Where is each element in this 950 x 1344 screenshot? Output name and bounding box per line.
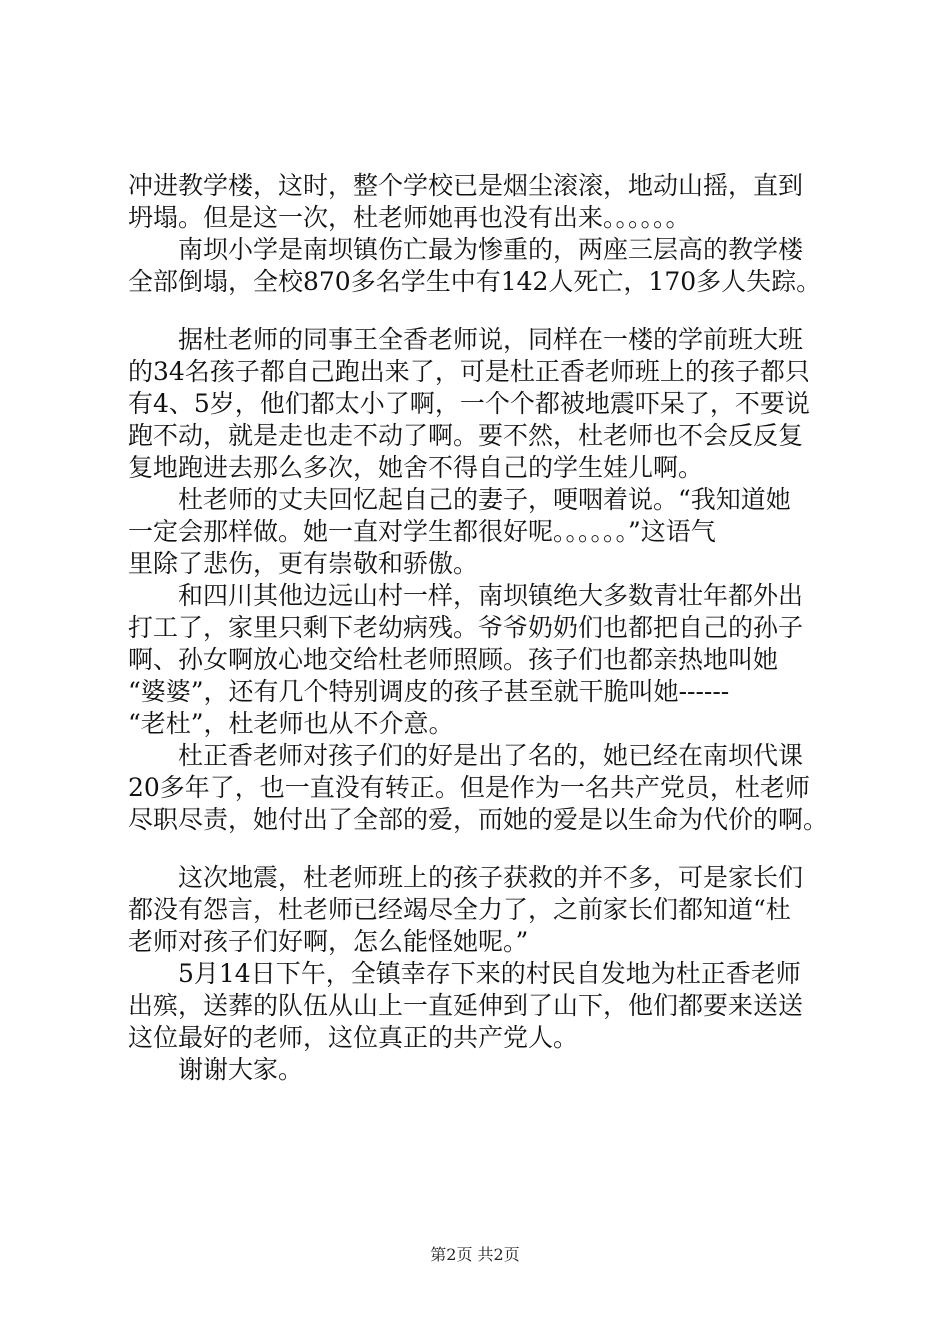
paragraph-line: 里除了悲伤，更有崇敬和骄傲。: [128, 549, 479, 578]
paragraph-line: 5月14日下午，全镇幸存下来的村民自发地为杜正香老师: [178, 959, 801, 988]
paragraph-line: “婆婆”，还有几个特别调皮的孩子甚至就干脆叫她------: [128, 677, 730, 706]
paragraph-line: 出殡，送葬的队伍从山上一直延伸到了山下，他们都要来送送: [128, 991, 804, 1020]
paragraph-line: 杜正香老师对孩子们的好是出了名的，她已经在南坝代课: [178, 741, 804, 770]
paragraph-line: 跑不动，就是走也走不动了啊。要不然，杜老师也不会反反复: [128, 421, 804, 450]
paragraph-line: 有4、5岁，他们都太小了啊，一个个都被地震吓呆了，不要说: [128, 389, 810, 418]
paragraph-line: 啊、孙女啊放心地交给杜老师照顾。孩子们也都亲热地叫她: [128, 645, 779, 674]
paragraph-line: 这位最好的老师，这位真正的共产党人。: [128, 1023, 579, 1052]
paragraph-line: 和四川其他边远山村一样，南坝镇绝大多数青壮年都外出: [178, 581, 804, 610]
paragraph-line: 都没有怨言，杜老师已经竭尽全力了，之前家长们都知道“杜: [128, 895, 791, 924]
paragraph-line: 这次地震，杜老师班上的孩子获救的并不多，可是家长们: [178, 863, 804, 892]
paragraph-gap: [128, 298, 828, 324]
paragraph-line: 冲进教学楼，这时，整个学校已是烟尘滚滚，地动山摇，直到: [128, 171, 804, 200]
paragraph-line: 一定会那样做。她一直对学生都很好呢。。。。。。”这语气: [128, 517, 716, 546]
paragraph-line: 20多年了，也一直没有转正。但是作为一名共产党员，杜老师: [128, 773, 810, 802]
page-number-label: 第2页 共2页: [430, 1245, 520, 1264]
paragraph-line: 打工了，家里只剩下老幼病残。爷爷奶奶们也都把自己的孙子: [128, 613, 804, 642]
paragraph-line: 复地跑进去那么多次，她舍不得自己的学生娃儿啊。: [128, 453, 704, 482]
paragraph-line: 尽职尽责，她付出了全部的爱，而她的爱是以生命为代价的啊。: [128, 805, 829, 834]
paragraph-gap: [128, 836, 828, 862]
paragraph-line: 杜老师的丈夫回忆起自己的妻子，哽咽着说。“我知道她: [178, 485, 791, 514]
document-body: [128, 170, 828, 1086]
paragraph-line: 老师对孩子们好啊，怎么能怪她呢。”: [128, 927, 529, 956]
paragraph-line: 坍塌。但是这一次，杜老师她再也没有出来。。。。。。: [128, 203, 691, 232]
paragraph-line: “老杜”，杜老师也从不介意。: [128, 709, 454, 738]
paragraph-line: 全部倒塌，全校870多名学生中有142人死亡，170多人失踪。: [128, 267, 822, 296]
page-footer: [0, 1245, 950, 1265]
paragraph-line: 南坝小学是南坝镇伤亡最为惨重的，两座三层高的教学楼: [178, 235, 804, 264]
paragraph-line: 据杜老师的同事王全香老师说，同样在一楼的学前班大班: [178, 325, 804, 354]
paragraph-line: 的34名孩子都自己跑出来了，可是杜正香老师班上的孩子都只: [128, 357, 810, 386]
paragraph-line: 谢谢大家。: [178, 1055, 304, 1084]
